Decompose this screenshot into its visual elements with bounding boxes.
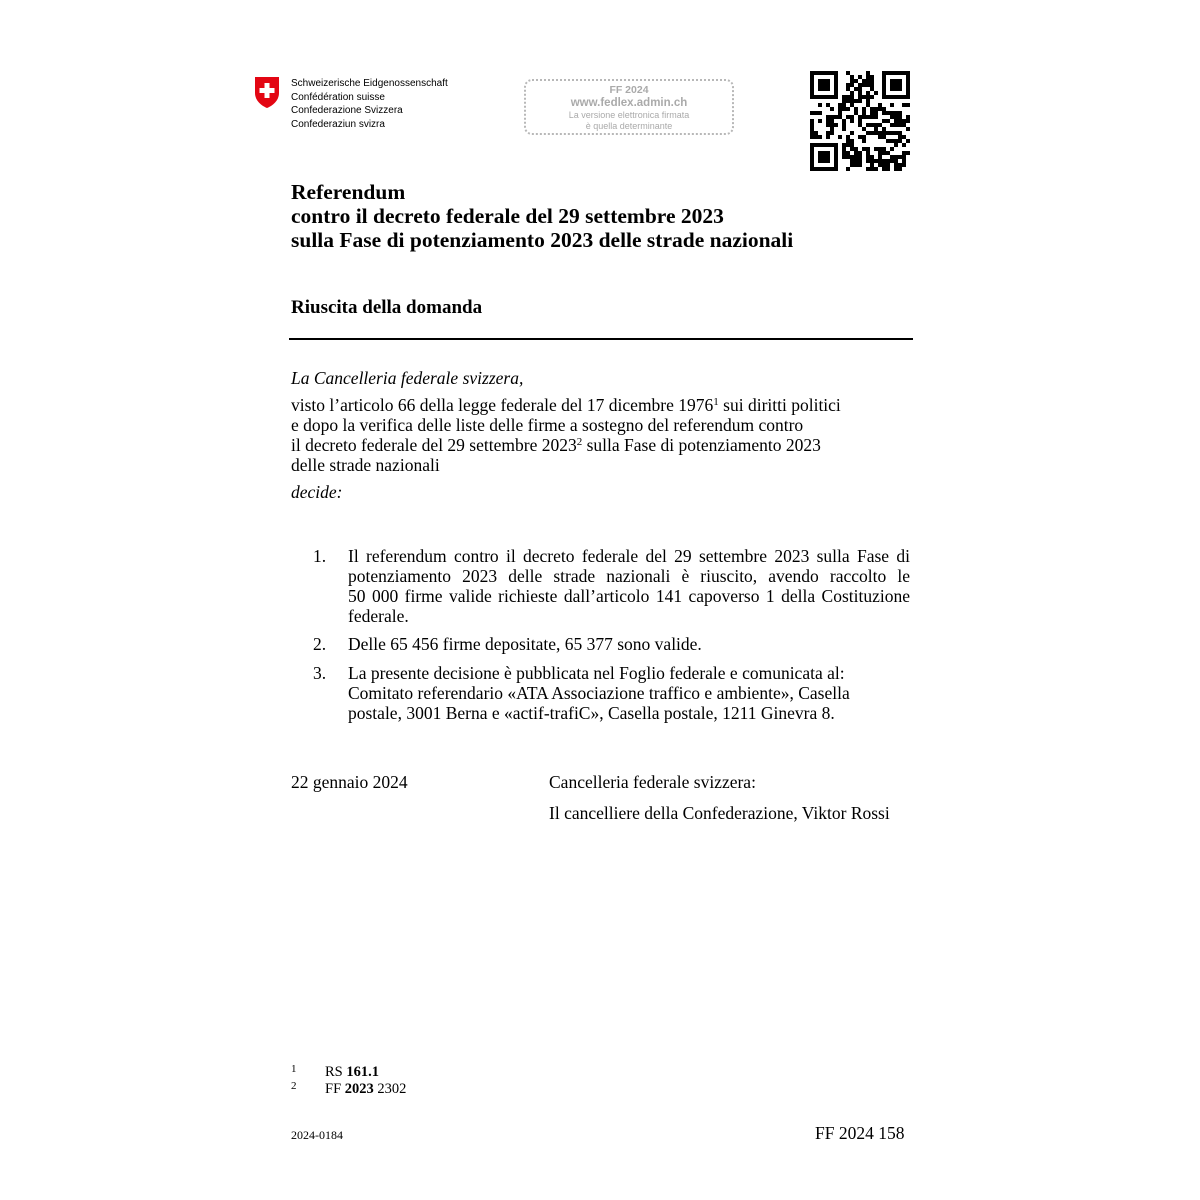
footnote-text	[325, 1081, 406, 1097]
signature-name: Il cancelliere della Confederazione, Viktor Rossi	[549, 803, 890, 823]
confederation-name-it: Confederazione Svizzera	[291, 105, 403, 116]
stamp-line-4: è quella determinante	[585, 121, 673, 131]
document-number: 2024-0184	[291, 1128, 343, 1142]
stamp-url: www.fedlex.admin.ch	[570, 97, 688, 109]
item-line: Il referendum contro il decreto federale del 29 settembre 2023 sulla Fase di	[348, 546, 910, 566]
preamble-line-4: delle strade nazionali	[291, 455, 440, 475]
decision-date: 22 gennaio 2024	[291, 772, 408, 792]
stamp-line-3: La versione elettronica firmata	[568, 110, 690, 120]
item-number: 1.	[313, 546, 327, 566]
footnote-ref-1[interactable]: 1	[713, 396, 719, 408]
item-text	[348, 634, 910, 654]
confederation-name-fr: Confédération suisse	[291, 91, 385, 103]
item-text	[348, 546, 910, 626]
confederation-name-rm: Confederaziun svizra	[291, 118, 385, 130]
qr-code-icon	[810, 71, 910, 171]
footnote-text	[325, 1064, 379, 1080]
item-line: Comitato referendario «ATA Associazione traffico e ambiente», Casella	[348, 683, 850, 703]
title-line-2: contro il decreto federale del 29 settembre 2023	[291, 204, 724, 228]
item-line: federale.	[348, 606, 409, 626]
item-line: postale, 3001 Berna e «actif-trafiC», Casella postale, 1211 Ginevra 8.	[348, 703, 835, 723]
item-line: La presente decisione è pubblicata nel Foglio federale e comunicata al:	[348, 663, 845, 683]
item-line: Delle 65 456 firme depositate, 65 377 sono valide.	[348, 634, 702, 654]
signature-authority: Cancelleria federale svizzera:	[549, 772, 756, 792]
title-line-3: sulla Fase di potenziamento 2023 delle strade nazionali	[291, 228, 794, 252]
footnote-suffix: 2302	[373, 1081, 407, 1097]
preamble-text: sulla Fase di potenziamento 2023	[582, 435, 821, 455]
footnote-prefix: FF	[325, 1081, 345, 1097]
document-subtitle: Riuscita della domanda	[291, 297, 483, 318]
preamble	[291, 395, 911, 475]
item-line: potenziamento 2023 delle strade nazionali è riuscito, avendo raccolto le	[348, 566, 910, 586]
horizontal-rule	[289, 338, 913, 340]
footnote-mark: 1	[291, 1063, 297, 1075]
preamble-line-2: e dopo la verifica delle liste delle firme a sostegno del referendum contro	[291, 415, 804, 435]
confederation-name-de: Schweizerische Eidgenossenschaft	[291, 78, 448, 89]
issuing-authority: La Cancelleria federale svizzera,	[291, 368, 524, 388]
preamble-text: il decreto federale del 29 settembre 2023	[291, 435, 577, 455]
page-reference: FF 2024 158	[815, 1123, 905, 1143]
item-line: 50 000 firme valide richieste dall’articolo 141 capoverso 1 della Costituzione	[348, 586, 910, 606]
item-number: 3.	[313, 663, 327, 683]
stamp-line-1: FF 2024	[609, 84, 649, 96]
document-title	[291, 180, 931, 252]
preamble-text: sui diritti politici	[718, 395, 841, 415]
confederation-names	[291, 77, 448, 131]
publication-stamp	[524, 79, 734, 135]
footnote-mark: 2	[291, 1080, 297, 1092]
footnote-ref-2[interactable]: 2	[576, 436, 583, 448]
swiss-cross-shield-icon	[253, 76, 281, 109]
footnote-bold: 2023	[344, 1081, 374, 1097]
title-line-1: Referendum	[291, 180, 406, 204]
footnote-prefix: RS	[325, 1064, 347, 1080]
preamble-text: visto l’articolo 66 della legge federale del 17 dicembre 1976	[291, 395, 714, 415]
item-text	[348, 663, 910, 723]
footnote-bold: 161.1	[346, 1064, 379, 1080]
item-number: 2.	[313, 634, 327, 654]
preamble-line-3	[291, 435, 911, 455]
preamble-line-1	[291, 395, 911, 415]
decide-label: decide:	[291, 482, 343, 502]
